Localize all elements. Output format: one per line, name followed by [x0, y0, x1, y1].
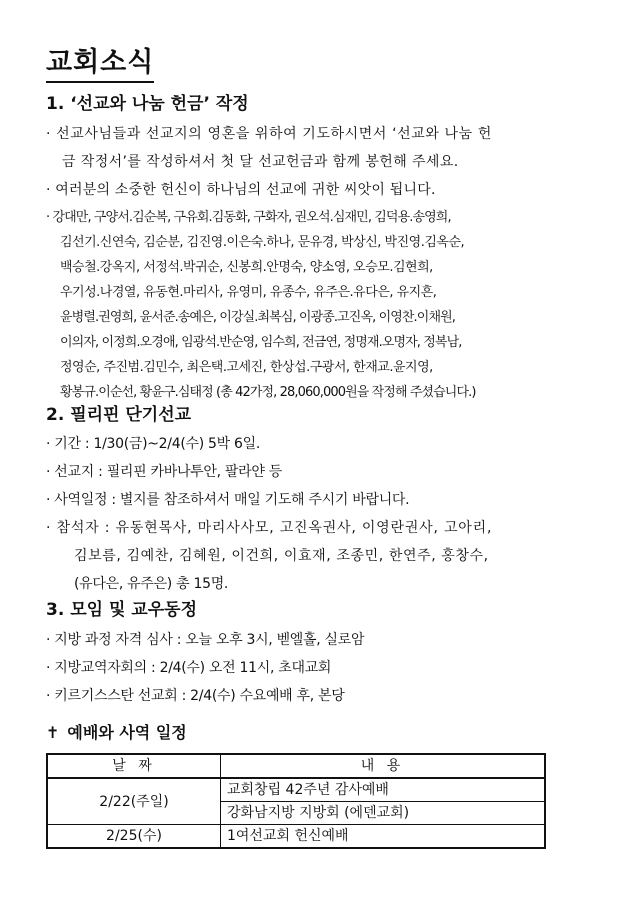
mission-period: · 기간 : 1/30(금)~2/4(수) 5박 6일. — [46, 436, 260, 452]
schedule-heading-text: 예배와 사역 일정 — [67, 723, 187, 742]
section-heading-pledge: 1. ‘선교와 나눔 헌금’ 작정 — [46, 94, 249, 114]
pledge-line: · 선교사님들과 선교지의 영혼을 위하여 기도하시면서 ‘선교와 나눔 헌 — [46, 126, 492, 142]
mission-participants: (유다은, 유주은) 총 15명. — [74, 576, 229, 592]
pledge-line: · 여러분의 소중한 헌신이 하나님의 선교에 귀한 씨앗이 됩니다. — [46, 182, 436, 198]
meeting-item: · 지방 과정 자격 심사 : 오늘 오후 3시, 벧엘홀, 실로암 — [46, 632, 365, 648]
pledge-names-line: 이의자, 이정희.오경애, 임광석.반순영, 임수희, 전금연, 정명재.오명자, 정복남, — [60, 335, 462, 350]
pledge-line: 금 작정서’를 작성하셔서 첫 달 선교헌금과 함께 봉헌해 주세요. — [62, 154, 459, 170]
meeting-item: · 키르기스스탄 선교회 : 2/4(수) 수요예배 후, 본당 — [46, 688, 345, 704]
mission-location: · 선교지 : 필리핀 카바나투안, 팔라얀 등 — [46, 464, 282, 480]
schedule-date: 2/22(주일) — [47, 778, 221, 825]
column-header-content: 내 용 — [221, 754, 546, 778]
schedule-heading — [46, 722, 187, 744]
schedule-header-row — [47, 754, 545, 778]
schedule-item: 강화남지방 지방회 (에덴교회) — [221, 802, 546, 825]
section-heading-philippines: 2. 필리핀 단기선교 — [46, 405, 192, 425]
pledge-names-line: 윤병렬.권영희, 윤서준.송예은, 이강실.최복심, 이광종.고진옥, 이영찬.이채원, — [60, 310, 455, 325]
pledge-names-line: · 강대만, 구양서.김순복, 구유회.김동화, 구화자, 권오석.심재민, 김덕용.송영희, — [46, 210, 451, 225]
mission-schedule-note: · 사역일정 : 별지를 참조하셔서 매일 기도해 주시기 바랍니다. — [46, 492, 410, 508]
section-heading-meetings: 3. 모임 및 교우동정 — [46, 600, 197, 620]
schedule-date: 2/25(수) — [47, 825, 221, 849]
schedule-table — [46, 753, 546, 849]
pledge-names-line: 백승철.강옥지, 서정석.박귀순, 신봉희.안명숙, 양소영, 오승모.김현희, — [60, 260, 433, 275]
page-title: 교회소식 — [46, 46, 154, 83]
column-header-date: 날 짜 — [47, 754, 221, 778]
pledge-names-line: 김선기.신연숙, 김순분, 김진영.이은숙.하나, 문유경, 박상신, 박진영.김옥순, — [60, 235, 465, 250]
pledge-total-line: 황봉규.이순선, 황윤구.심태정 (총 42가정, 28,060,000원을 작정해 주셨습니다.) — [60, 385, 476, 400]
cross-icon: ✝ — [46, 723, 60, 742]
mission-participants: 김보름, 김예찬, 김혜원, 이건희, 이효재, 조종민, 한연주, 홍창수, — [74, 548, 489, 564]
meeting-item: · 지방교역자회의 : 2/4(수) 오전 11시, 초대교회 — [46, 660, 332, 676]
table-row — [47, 778, 545, 802]
schedule-item: 1여선교회 헌신예배 — [221, 825, 546, 849]
pledge-names-line: 정영순, 주진범.김민수, 최은택.고세진, 한상섭.구광서, 한재교.윤지영, — [60, 360, 433, 375]
mission-participants: · 참석자 : 유동현목사, 마리사사모, 고진옥권사, 이영란권사, 고아리, — [46, 520, 493, 536]
pledge-names-line: 우기성.나경열, 유동현.마리사, 유영미, 유종수, 유주은.유다은, 유지흔, — [60, 285, 437, 300]
schedule-item: 교회창립 42주년 감사예배 — [221, 778, 546, 802]
table-row — [47, 825, 545, 849]
